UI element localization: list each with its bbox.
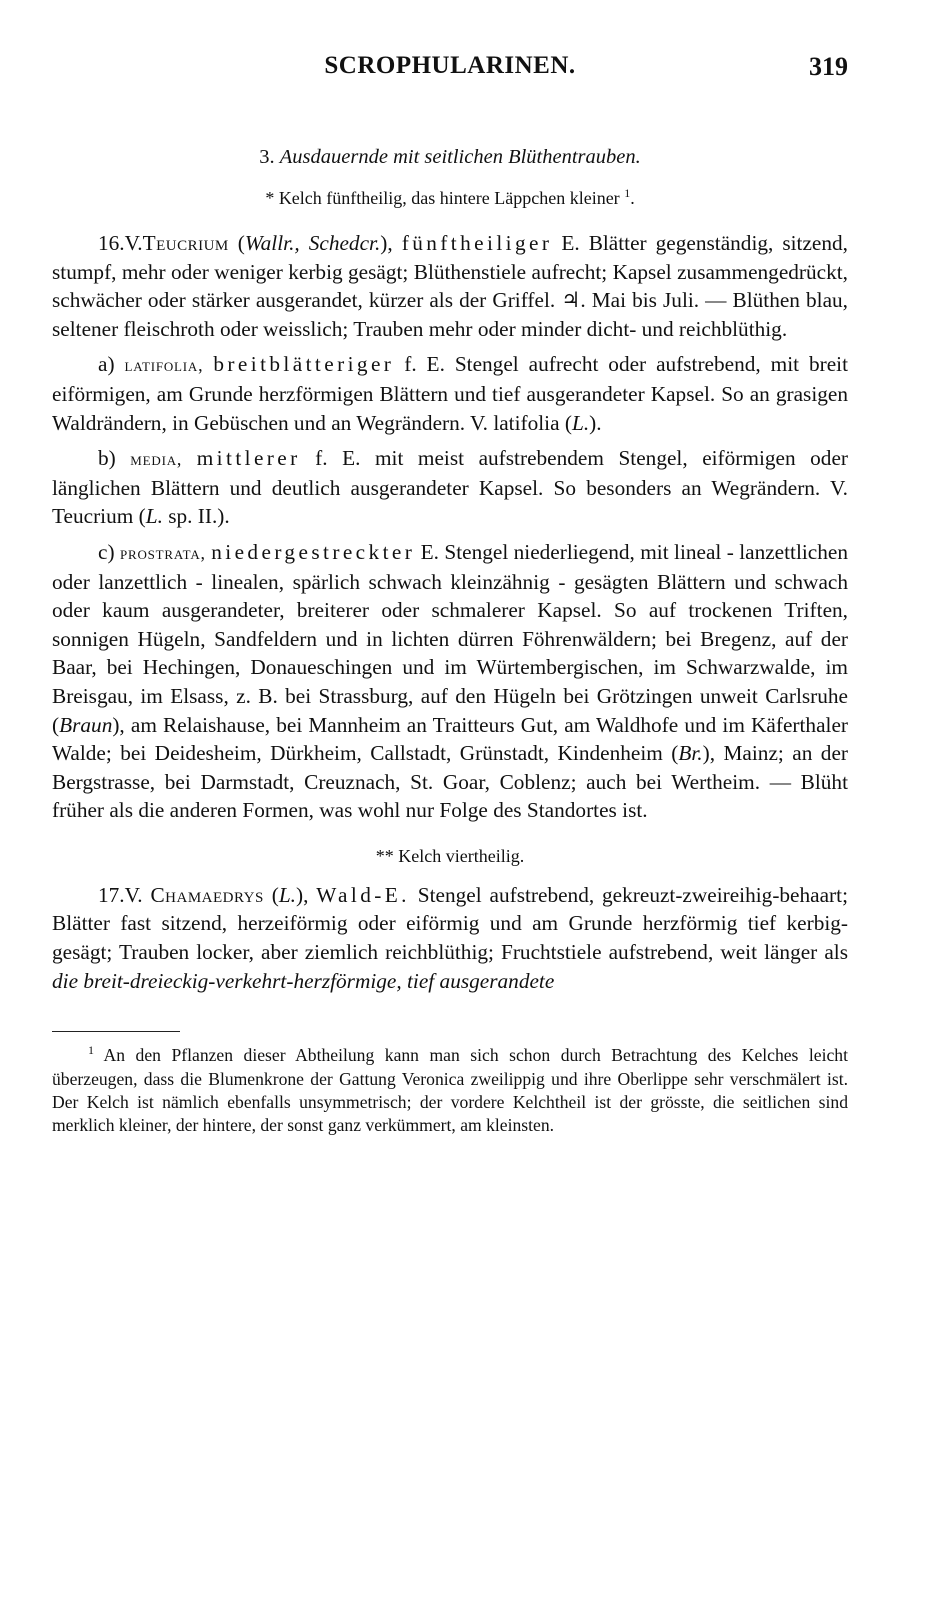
species-16-number: 16.V. bbox=[98, 231, 143, 255]
variety-c-label: c) bbox=[98, 539, 115, 564]
species-17-name: Chamaedrys bbox=[150, 882, 264, 907]
variety-c-description-3: ), Mainz; an der Bergstrasse, bei Darmstadt, Creuznach, St. Goar, Coblenz; auch bei Wertheim. — Blüht früher als die anderen Formen, was wohl nur Folge des Standortes ist. bbox=[52, 741, 848, 823]
variety-a-label: a) bbox=[98, 352, 115, 377]
footnote-text: An den Pflanzen dieser Abtheilung kann man sich schon durch Betrachtung des Kelches leicht überzeugen, dass die Blumenkrone der Gattung Veronica zweilippig und ihre Oberlippe sehr verschmälert ist. Der Kelch ist nämlich ebenfalls unsymmetrisch; der vordere Kelchtheil ist der grösste, die seitlichen sind merklich kleiner, der hintere, der sonst ganz verkümmert, am kleinsten. bbox=[52, 1045, 848, 1136]
variety-b-common-name: mittlerer bbox=[196, 446, 301, 471]
variety-c-author-1: Braun bbox=[59, 712, 113, 737]
variety-a-name: latifolia, bbox=[124, 355, 204, 376]
species-17-paragraph bbox=[52, 881, 848, 995]
species-17-author: L. bbox=[278, 882, 296, 907]
running-title: SCROPHULARINEN. bbox=[324, 52, 576, 79]
subsection-1-text: * Kelch fünftheilig, das hintere Läppchen kleiner bbox=[265, 188, 620, 208]
footnote bbox=[52, 1044, 848, 1138]
species-16-common-name: fünftheiliger bbox=[401, 231, 553, 255]
species-16-close: ), bbox=[380, 231, 402, 255]
variety-b-label: b) bbox=[98, 446, 116, 471]
species-16-paragraph bbox=[52, 229, 848, 343]
variety-c-author-2: Br. bbox=[678, 741, 703, 766]
footnote-reference: 1 bbox=[624, 186, 631, 200]
footnote-divider bbox=[52, 1031, 180, 1032]
subsection-1-end: . bbox=[630, 188, 635, 208]
book-page bbox=[52, 52, 848, 1155]
variety-b-paragraph bbox=[52, 444, 848, 531]
species-16-open: ( bbox=[228, 231, 245, 255]
variety-a-description: f. E. Stengel aufrecht oder aufstrebend, mit breit eiförmigen, am Grunde herzförmigen Blättern und tief ausgerandeter Kapsel. So an grasigen Waldrändern, in Gebüschen und an Wegrändern. V. latifolia ( bbox=[52, 352, 849, 435]
variety-b-description: f. E. mit meist aufstrebendem Stengel, eiförmigen oder länglichen Blättern und deutlich ausgerandeter Kapsel. So besonders an Wegrändern. V. Teucrium ( bbox=[52, 446, 848, 529]
variety-b-name: media, bbox=[130, 449, 183, 470]
section-title: Ausdauernde mit seitlichen Blüthentrauben. bbox=[279, 146, 641, 168]
species-16-name: Teucrium bbox=[142, 231, 229, 255]
species-17-description-italic: die breit-dreieckig-verkehrt-herzförmige, tief ausgerandete bbox=[52, 968, 555, 993]
page-header bbox=[52, 52, 848, 96]
variety-c-common-name: niedergestreckter bbox=[211, 539, 416, 564]
variety-c-description-2: ), am Relaishause, bei Mannheim an Traitteurs Gut, am Waldhofe und im Käferthaler Walde; bei Deidesheim, Dürkheim, Callstadt, Grünstadt, Kindenheim ( bbox=[52, 712, 848, 766]
subsection-heading-2: ** Kelch viertheilig. bbox=[375, 845, 525, 866]
section-heading bbox=[52, 143, 848, 171]
species-17-close: ), bbox=[295, 882, 317, 907]
variety-a-paragraph bbox=[52, 350, 848, 437]
variety-a-author: L. bbox=[571, 410, 590, 435]
variety-c-paragraph bbox=[52, 538, 848, 825]
variety-a-common-name: breitblätteriger bbox=[213, 352, 395, 377]
species-16-authors: Wallr., Schedcr. bbox=[244, 231, 381, 255]
species-16-description: E. Blätter gegenständig, sitzend, stumpf, mehr oder weniger kerbig gesägt; Blüthenstiele aufrecht; Kapsel zusammengedrückt, schwächer oder stärker ausgerandet, kürzer als der Griffel. ♃. Mai bis Juli. — Blüthen blau, seltener fleischroth oder weisslich; Trauben mehr oder minder dicht- und reichblüthig. bbox=[52, 231, 848, 341]
variety-a-end: ). bbox=[589, 410, 602, 435]
species-17-open: ( bbox=[263, 882, 279, 907]
section-number: 3. bbox=[259, 146, 275, 168]
species-17-description: Stengel aufstrebend, gekreuzt-zweireihig-behaart; Blätter fast sitzend, herzeiförmig oder eiförmig und am Grunde herzförmig tief kerbig-gesägt; Trauben locker, aber ziemlich reichblüthig; Fruchtstiele aufstrebend, weit länger als bbox=[52, 882, 848, 965]
variety-c-description-1: E. Stengel niederliegend, mit lineal - lanzettlichen oder lanzettlich - linealen, spärlich schwach kleinzähnig - gesägten Blättern und schwach oder kaum ausgerandeter, breiterer oder schmalerer Kapsel. So auf trockenen Triften, sonnigen Hügeln, Sandfeldern und in lichten dürren Föhrenwäldern; bei Bregenz, auf der Baar, bei Hechingen, Donaueschingen und im Würtembergischen, im Schwarzwalde, im Breisgau, im Elsass, z. B. bei Strassburg, auf den Hügeln bei Grötzingen unweit Carlsruhe ( bbox=[52, 539, 848, 737]
page-number: 319 bbox=[809, 52, 848, 81]
variety-c-name: prostrata, bbox=[119, 542, 206, 563]
species-17-number: 17.V. bbox=[98, 882, 143, 907]
variety-b-end: sp. II.). bbox=[162, 504, 230, 529]
subsection-heading-1 bbox=[52, 185, 848, 211]
footnote-mark: 1 bbox=[88, 1043, 94, 1058]
variety-b-author: L. bbox=[145, 504, 163, 529]
species-17-common-name: Wald-E. bbox=[316, 882, 410, 907]
